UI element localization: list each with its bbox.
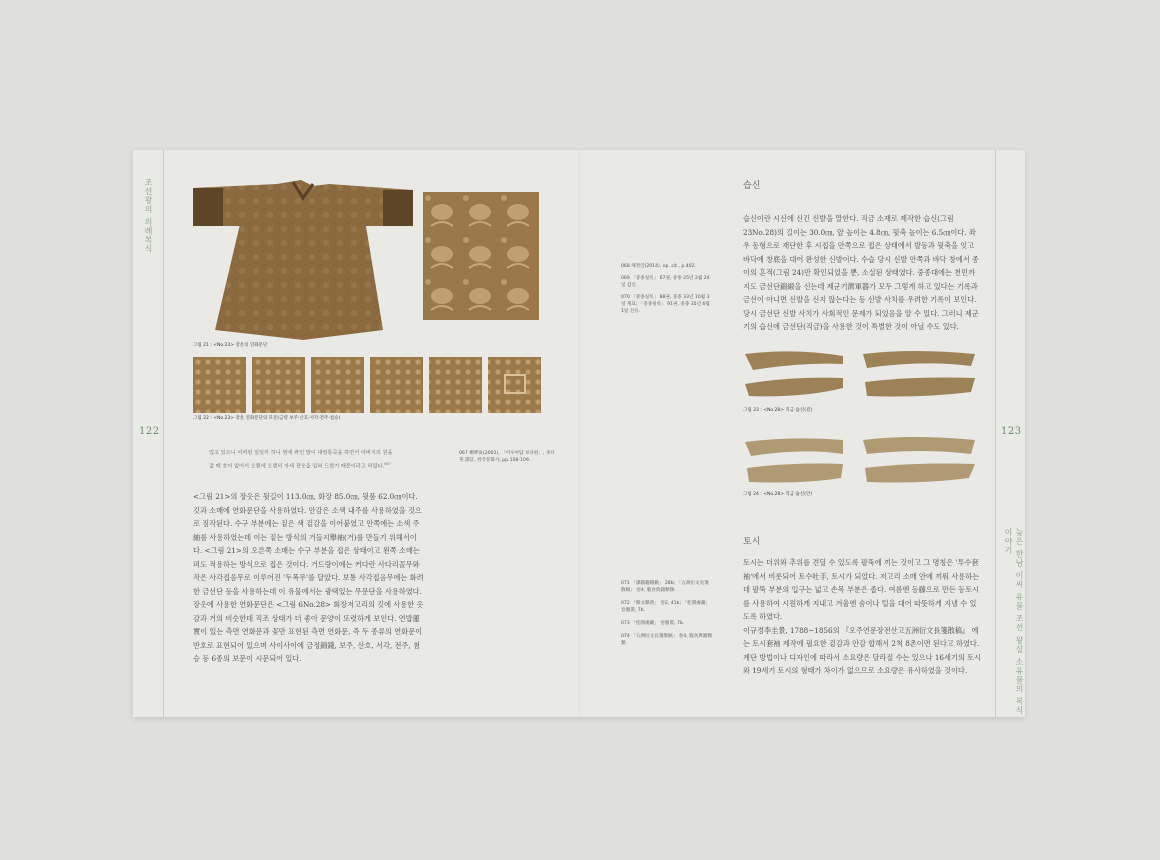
footnote-071: 071 「課籍籍籍籍」 28b; 「五洲衍文長箋散稿」 卷4, 服食典籍類類. [621, 581, 709, 593]
footnote-067: 067 柳夢寅(2001), 「어우야담 보유편」, 李月英 譯註, 한국문화사, pp.108-109. [459, 451, 556, 463]
heading-seupsin: 습신 [743, 181, 761, 191]
fig24-caption: 그림 24 : <No.28> 직금 습신(안) [743, 492, 813, 497]
right-page [579, 150, 1025, 717]
left-page [133, 150, 579, 717]
right-page-number: 123 [1001, 426, 1022, 437]
book-spread [133, 150, 1025, 717]
quote-note-ref: 067 [384, 462, 391, 466]
left-paragraph-2: 장옷에 사용한 연화문단은 <그림 6No.28> 회장저고리의 깃에 사용한 옷감과 거의 비슷한데 직조 상태가 더 좋아 문양이 또렷하게 보인다. 연밥蓮實이 있는 측면 연화문과 꽃만 표현된 측면 연화문, 즉 두 종류의 연화문이 반호로 표현되어 있으며 사이사이에 금정錦錢, 보주, 산호, 서각, 전주, 첨승 등 6종의 보문이 시문되어 있다. [193, 600, 424, 663]
fig21-caption: 그림 21 : <No.23> 장옷의 연화문단 [193, 343, 268, 348]
tosi-body [743, 556, 981, 678]
left-running-head: 조선왕의 의례복식 [144, 178, 153, 254]
left-margin-rule [163, 150, 164, 717]
footnotes-bottom [621, 580, 713, 647]
lotus-fabric-photo [423, 192, 539, 320]
footnote-068: 068 채정인(2014), op. cit., p.402. [621, 264, 696, 269]
tosi-paragraph-2: 이규경李圭景, 1788~1856의 『오주연문장전산고五洲衍文長箋散稿』 에는 토시套袖 제작에 필요한 겉감과 안감 합해서 2척 8촌이면 된다고 하였다. 계단 방법이나 디자인에 따라서 소요량은 달라질 수는 있으나 16세기의 토시와 19세기 토시의 형태가 차이가 없으므로 소요량은 유사하였을 것이다. [743, 625, 982, 675]
seupsin-paragraph: 습신이란 시신에 신긴 신발을 말한다. 직금 소재로 제작한 습신(그림 23No.28)의 길이는 30.0㎝, 앞 높이는 4.8㎝, 뒷축 높이는 6.5㎝이다. 좌우 동형으로 재단한 후 시접을 안쪽으로 접은 상태에서 발등과 뒷축을 잇고 바닥에 창底을 대어 완성한 신발이다. 수습 당시 신발 안쪽과 바닥 창에서 종이의 흔적(그림 24)만 확인되었을 뿐, 소실된 상태였다. 중종대에는 천민까지도 금선단錦緞을 신는데 제군기濟軍器가 모두 그렇게 하고 있다는 기록과 금선이 아니면 신발을 신지 않는다는 등 신발 사치를 우려한 기록이 보인다. 당시 금선단 신발 사치가 사회적인 문제가 되었음을 알 수 있다. 그러니 제군기의 습신에 금선단(직금)을 사용한 것이 특별한 것이 아닐 수도 있다. [743, 214, 979, 331]
quoted-passage [209, 448, 399, 473]
footnote-073: 073 「松閒處藏」 卷服裝, 7b. [621, 621, 685, 626]
shoes-inner-photo [743, 434, 983, 488]
shoes-outer-photo [743, 348, 983, 402]
left-paragraph-1: <그림 21>의 장옷은 뒷길이 113.0㎝, 화장 85.0㎝, 뒷품 62.0㎝이다. 깃과 소매에 연화문단을 사용하였다. 안감은 소색 내주를 사용하였을 것으로 짐작된다. 수구 부분에는 짙은 색 겉감을 이어붙였고 안쪽에는 소색 주紬를 사용하였는데 이는 짙는 방식의 거들지擧袖(거)를 만들기 위해서이다. <그림 21>의 오른쪽 소매는 수구 부분을 접은 상태이고 왼쪽 소매는 펴도 적용하는 방식으로 접은 것이다. 거드랑이에는 커다란 사다리꼴무와 작은 사각접음무로 이루어진 '두폭무'를 달았다. 보통 사각접음무에는 화려한 금선단 등을 사용하는데 이 유물에서는 광택있는 무문단을 사용하였다. [193, 492, 424, 596]
tosi-paragraph-1: 토시는 더위와 추위를 견딜 수 있도록 팔뚝에 끼는 것이고 그 명칭은 '투수套袖'에서 비롯되어 토수吐手, 토시가 되었다. 저고리 소매 안에 끼워 사용하는데 팔뚝 부분의 입구는 넓고 손목 부분은 좁다. 여름엔 등藤으로 만든 등토시를 사용하여 시원하게 지내고 겨울엔 솜이나 털을 대어 따뜻하게 지낼 수 있도록 하였다. [743, 558, 980, 621]
fig22-caption: 그림 22 : <No.23> 장옷 연화문단의 모문(금령 보주·산호·서각·전주·첨승) [193, 416, 341, 421]
footnote-070: 070 「중종실록」 88권, 중종 33년 10월 3일 계묘; 「중종실록」 91권, 중종 35년 6월 1일 신유. [621, 295, 710, 314]
right-margin-rule [995, 150, 996, 717]
fig23-caption: 그림 23 : <No.28> 직금 습신(겉) [743, 408, 813, 413]
motif-swatch-strip [193, 357, 541, 413]
footnote-074: 074 「五洲衍文長箋散稿」 卷4, 服食典籍類類. [621, 634, 713, 646]
footnote-072: 072 「韓文曝典」 卷2, 41b; 「松閒處藏」 卷服裝, 7b. [621, 601, 711, 613]
left-body-text [193, 490, 425, 666]
footnote-069: 069 「중종실록」 67권, 중종 25년 2월 24일 갑신. [621, 276, 710, 288]
quote-text: 입고 있으니 어찌된 일일까 하니 병에 싸인 말이 대령통곡을 하면서 아버지의 원을 잘 때 호이 없어서 오랜에 오랜의 자세 장옷을 입혀 드렸기 때문이라고 하였다. [209, 450, 393, 470]
left-page-number: 122 [139, 426, 160, 437]
robe-photo [193, 180, 413, 340]
heading-tosi: 토시 [743, 537, 761, 547]
right-running-head: 늦은 한남 이씨 유물 조선 왕실 소유물의 복식 이야기 [1004, 528, 1024, 715]
footnotes-top [621, 263, 711, 315]
